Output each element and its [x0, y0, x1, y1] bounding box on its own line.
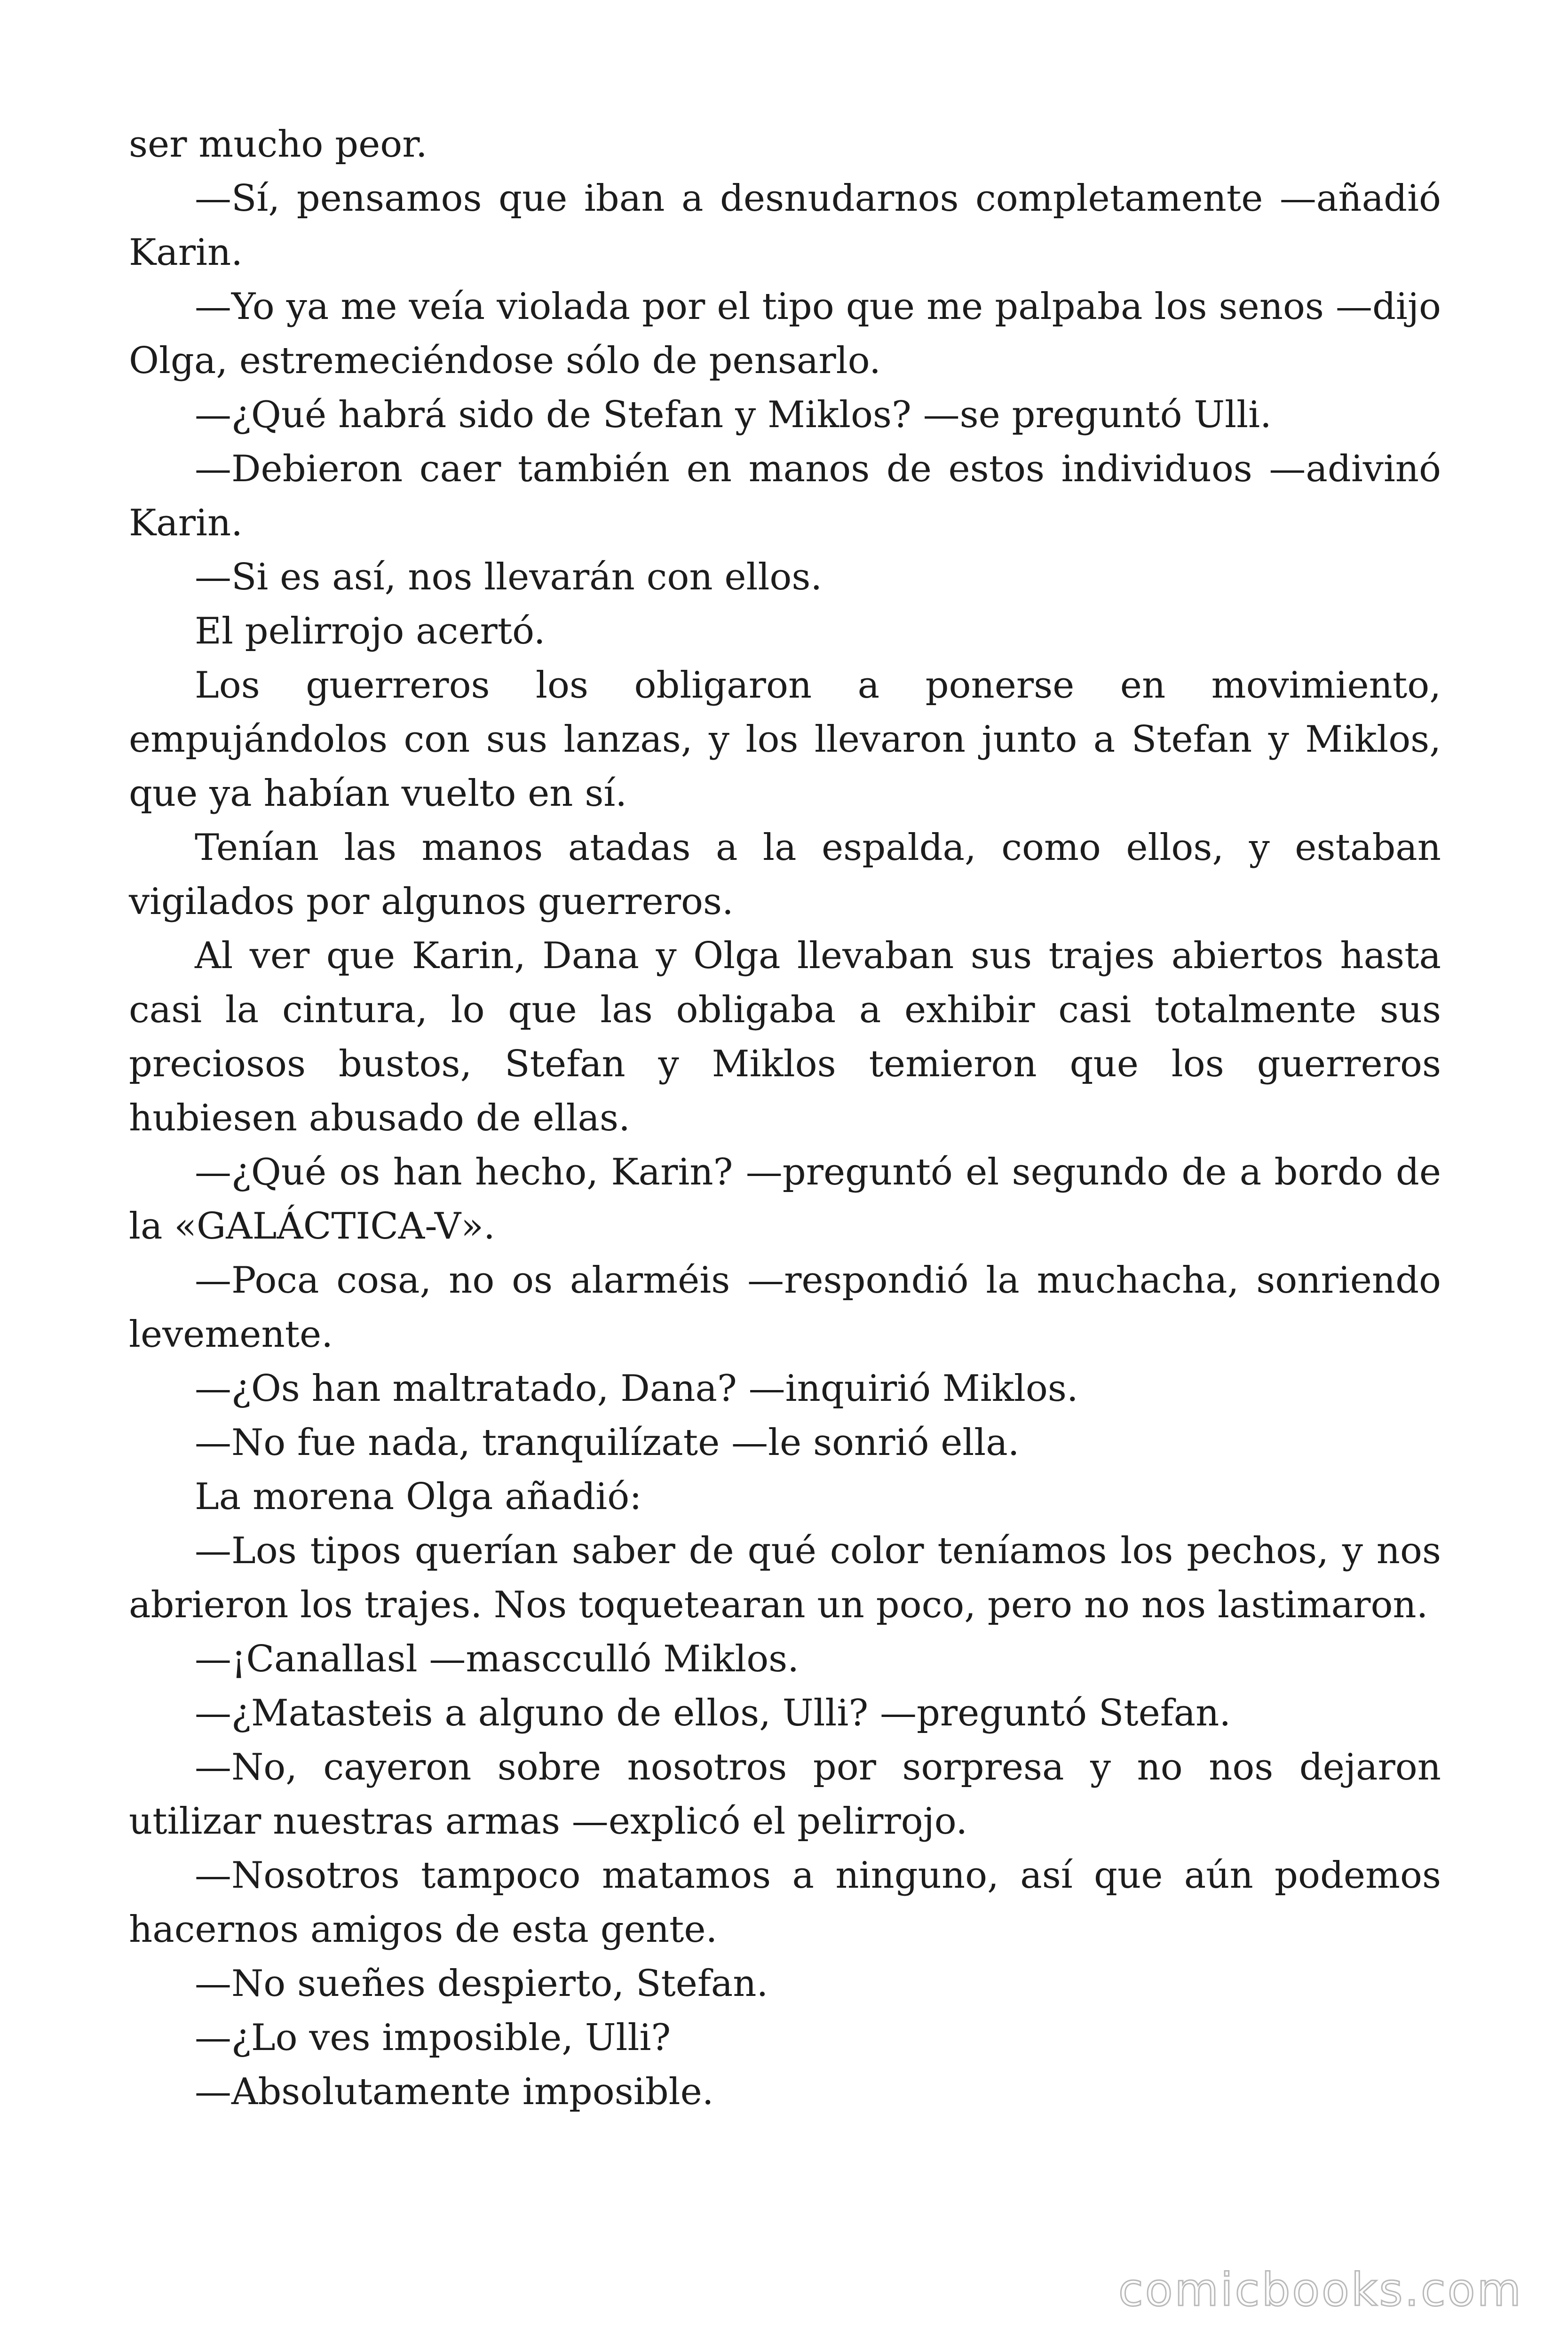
- paragraph: —No, cayeron sobre nosotros por sorpresa y no nos dejaron utilizar nuestras armas —explicó el pelirrojo.: [129, 1746, 1441, 1843]
- paragraph: —Sí, pensamos que iban a desnudarnos completamente —añadió Karin.: [129, 177, 1441, 274]
- paragraph: —Nosotros tampoco matamos a ninguno, así que aún podemos hacernos amigos de esta gente.: [129, 1854, 1441, 1951]
- paragraph: ser mucho peor.: [129, 123, 428, 166]
- watermark: comicbooks.com: [1118, 2264, 1523, 2316]
- paragraph: —¿Lo ves imposible, Ulli?: [195, 2017, 671, 2059]
- paragraph: Los guerreros los obligaron a ponerse en movimiento, empujándolos con sus lanzas, y los llevaron junto a Stefan y Miklos, que ya habían vuelto en sí.: [129, 664, 1441, 815]
- paragraph: —Yo ya me veía violada por el tipo que me palpaba los senos —dijo Olga, estremeciéndose sólo de pensarlo.: [129, 286, 1441, 382]
- paragraph: —Los tipos querían saber de qué color teníamos los pechos, y nos abrieron los trajes. Nos toquetearan un poco, pero no nos lastimaron.: [129, 1530, 1441, 1626]
- paragraph: El pelirrojo acertó.: [195, 610, 546, 652]
- paragraph: —¿Os han maltratado, Dana? —inquirió Miklos.: [195, 1367, 1078, 1410]
- paragraph: —¿Qué habrá sido de Stefan y Miklos? —se preguntó Ulli.: [195, 394, 1272, 436]
- page-body: [129, 118, 1441, 2119]
- paragraph: —Debieron caer también en manos de estos individuos —adivinó Karin.: [129, 448, 1441, 544]
- paragraph: La morena Olga añadió:: [195, 1476, 642, 1518]
- paragraph: —No fue nada, tranquilízate —le sonrió ella.: [195, 1422, 1020, 1464]
- paragraph: Al ver que Karin, Dana y Olga llevaban sus trajes abiertos hasta casi la cintura, lo que las obligaba a exhibir casi totalmente sus preciosos bustos, Stefan y Miklos temieron que los guerreros hubiesen abusado de ellas.: [129, 935, 1441, 1139]
- paragraph: —¿Qué os han hecho, Karin? —preguntó el segundo de a bordo de la «GALÁCTICA-V».: [129, 1151, 1441, 1248]
- paragraph: —No sueñes despierto, Stefan.: [195, 1963, 768, 2005]
- paragraph: —Absolutamente imposible.: [195, 2071, 714, 2113]
- paragraph: —¡Canallasl —mascculló Miklos.: [195, 1638, 799, 1680]
- paragraph: Tenían las manos atadas a la espalda, como ellos, y estaban vigilados por algunos guerreros.: [129, 826, 1441, 923]
- paragraph: —Poca cosa, no os alarméis —respondió la muchacha, sonriendo levemente.: [129, 1259, 1441, 1356]
- paragraph: —Si es así, nos llevarán con ellos.: [195, 556, 823, 598]
- paragraph: —¿Matasteis a alguno de ellos, Ulli? —preguntó Stefan.: [195, 1692, 1231, 1734]
